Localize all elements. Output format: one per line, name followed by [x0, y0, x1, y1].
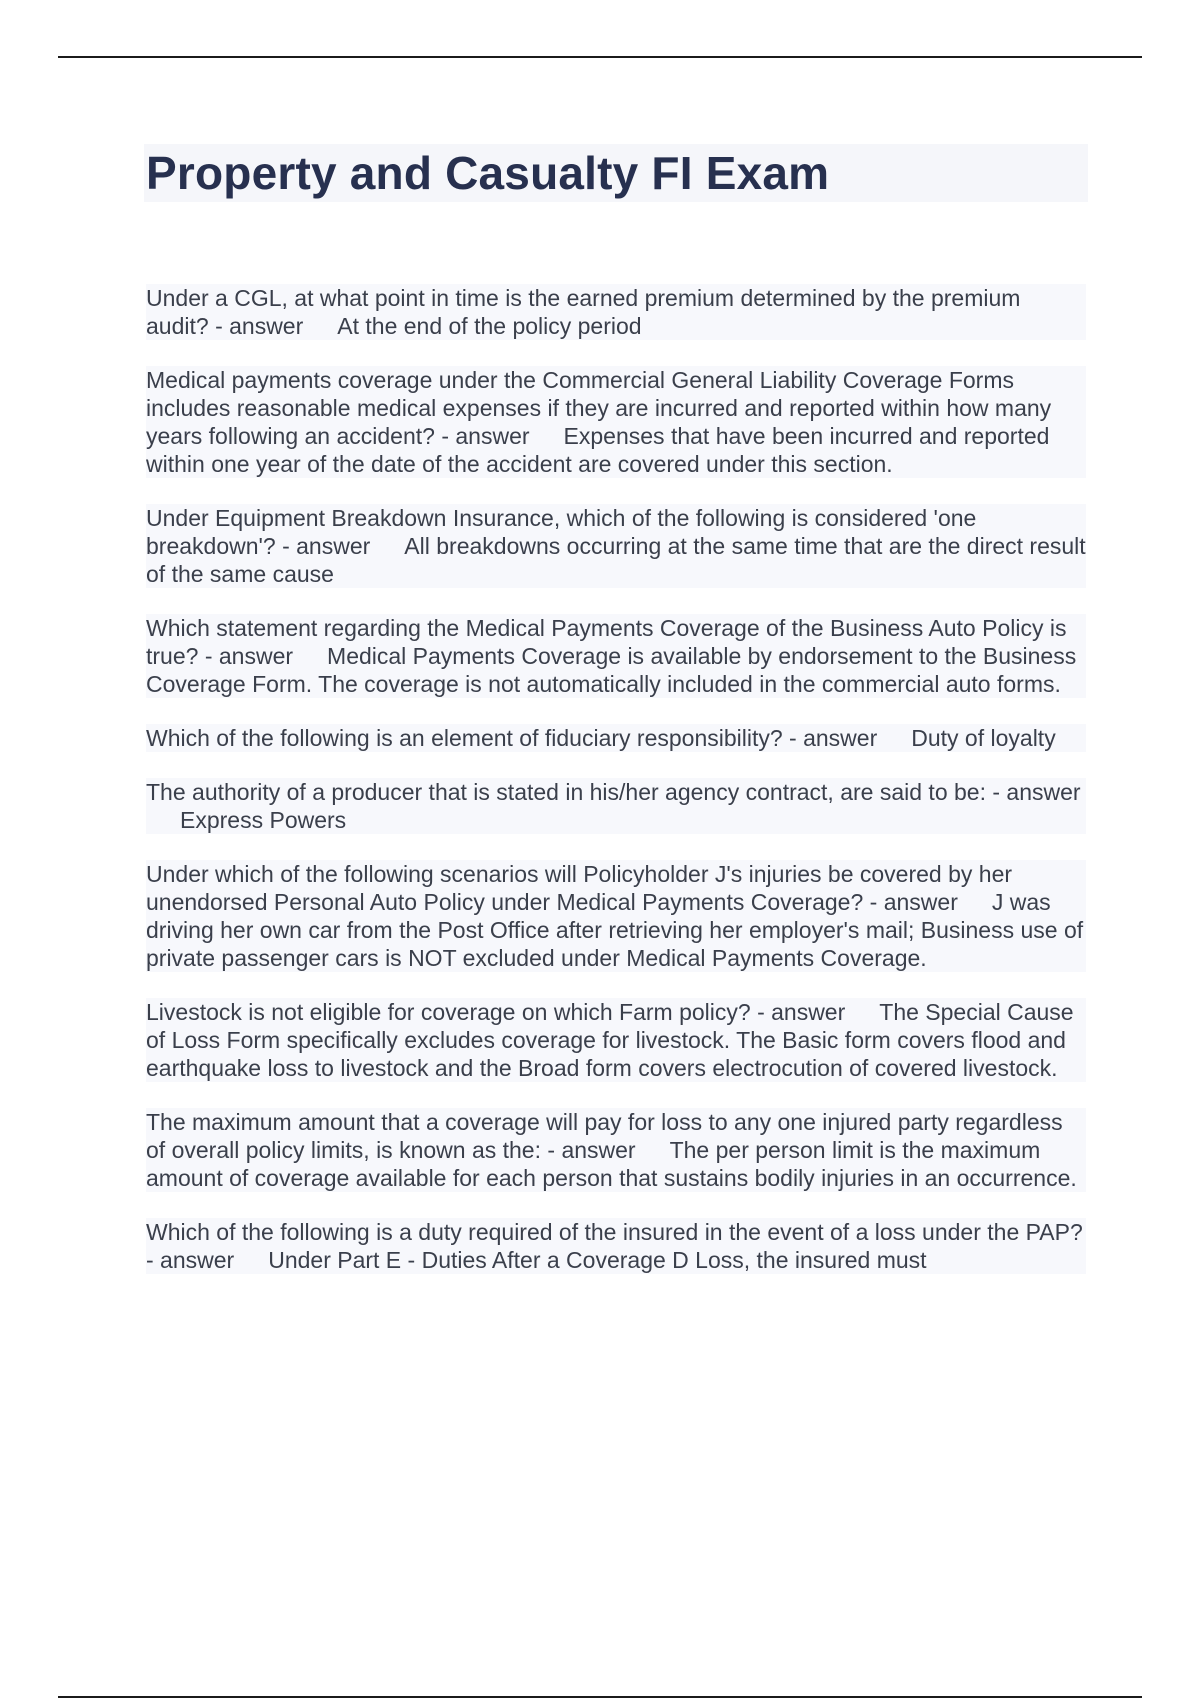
answer-text: The per person limit is the maximum amount of coverage available for each person that sustains bodily injuries in an occurrence. — [146, 1137, 1077, 1191]
page-title: Property and Casualty FI Exam — [146, 147, 830, 199]
top-rule — [58, 56, 1142, 58]
qa-item — [146, 504, 1086, 588]
answer-text: Duty of loyalty — [911, 725, 1056, 751]
answer-marker: - answer — [215, 313, 304, 339]
question-text: The authority of a producer that is stated in his/her agency contract, are said to be: — [146, 779, 986, 805]
qa-item — [146, 778, 1086, 834]
qa-item — [146, 1218, 1086, 1274]
qa-item — [146, 1108, 1086, 1192]
answer-marker: - answer — [757, 999, 846, 1025]
question-text: Which statement regarding the Medical Payments Coverage of the Business Auto Policy is true? — [146, 615, 1067, 669]
answer-marker: - answer — [869, 889, 958, 915]
answer-marker: - answer — [441, 423, 530, 449]
question-text: Medical payments coverage under the Commercial General Liability Coverage Forms includes reasonable medical expenses if they are incurred and reported within how many years following an accident? — [146, 367, 1052, 449]
question-text: Under a CGL, at what point in time is the earned premium determined by the premium audit? — [146, 285, 1021, 339]
answer-text: Medical Payments Coverage is available by endorsement to the Business Coverage Form. The coverage is not automatically included in the commercial auto forms. — [146, 643, 1077, 697]
answer-text: Under Part E - Duties After a Coverage D Loss, the insured must — [268, 1247, 927, 1273]
answer-text: J was driving her own car from the Post Office after retrieving her employer's mail; Business use of private passenger cars is NOT excluded under Medical Payments Coverage. — [146, 889, 1084, 971]
question-text: Which of the following is an element of fiduciary responsibility? — [146, 725, 783, 751]
qa-item — [146, 998, 1086, 1082]
answer-marker: - answer — [282, 533, 371, 559]
question-text: The maximum amount that a coverage will pay for loss to any one injured party regardless of overall policy limits, is known as the: — [146, 1109, 1063, 1163]
answer-marker: - answer — [204, 643, 294, 669]
qa-item — [146, 860, 1086, 972]
qa-item — [146, 724, 1086, 752]
answer-text: Express Powers — [180, 807, 347, 833]
answer-text: All breakdowns occurring at the same time that are the direct result of the same cause — [146, 533, 1086, 587]
answer-marker: - answer — [146, 1247, 235, 1273]
question-text: Under Equipment Breakdown Insurance, which of the following is considered 'one breakdown'? — [146, 505, 977, 559]
answer-text: The Special Cause of Loss Form specifically excludes coverage for livestock. The Basic form covers flood and earthquake loss to livestock and the Broad form covers electrocution of covered livestock. — [146, 999, 1074, 1081]
answer-marker: - answer — [789, 725, 878, 751]
title-band — [144, 144, 1088, 202]
qa-item — [146, 284, 1086, 340]
bottom-rule — [58, 1696, 1142, 1698]
question-text: Which of the following is a duty required of the insured in the event of a loss under the PAP? — [146, 1219, 1083, 1245]
qa-item — [146, 614, 1086, 698]
answer-text: Expenses that have been incurred and reported within one year of the date of the accident are covered under this section. — [146, 423, 1050, 477]
qa-list — [146, 284, 1086, 1300]
answer-text: At the end of the policy period — [337, 313, 642, 339]
answer-marker: - answer — [992, 779, 1081, 805]
answer-marker: - answer — [547, 1137, 636, 1163]
question-text: Livestock is not eligible for coverage on which Farm policy? — [146, 999, 751, 1025]
qa-item — [146, 366, 1086, 478]
question-text: Under which of the following scenarios will Policyholder J's injuries be covered by her unendorsed Personal Auto Policy under Medical Payments Coverage? — [146, 861, 1013, 915]
